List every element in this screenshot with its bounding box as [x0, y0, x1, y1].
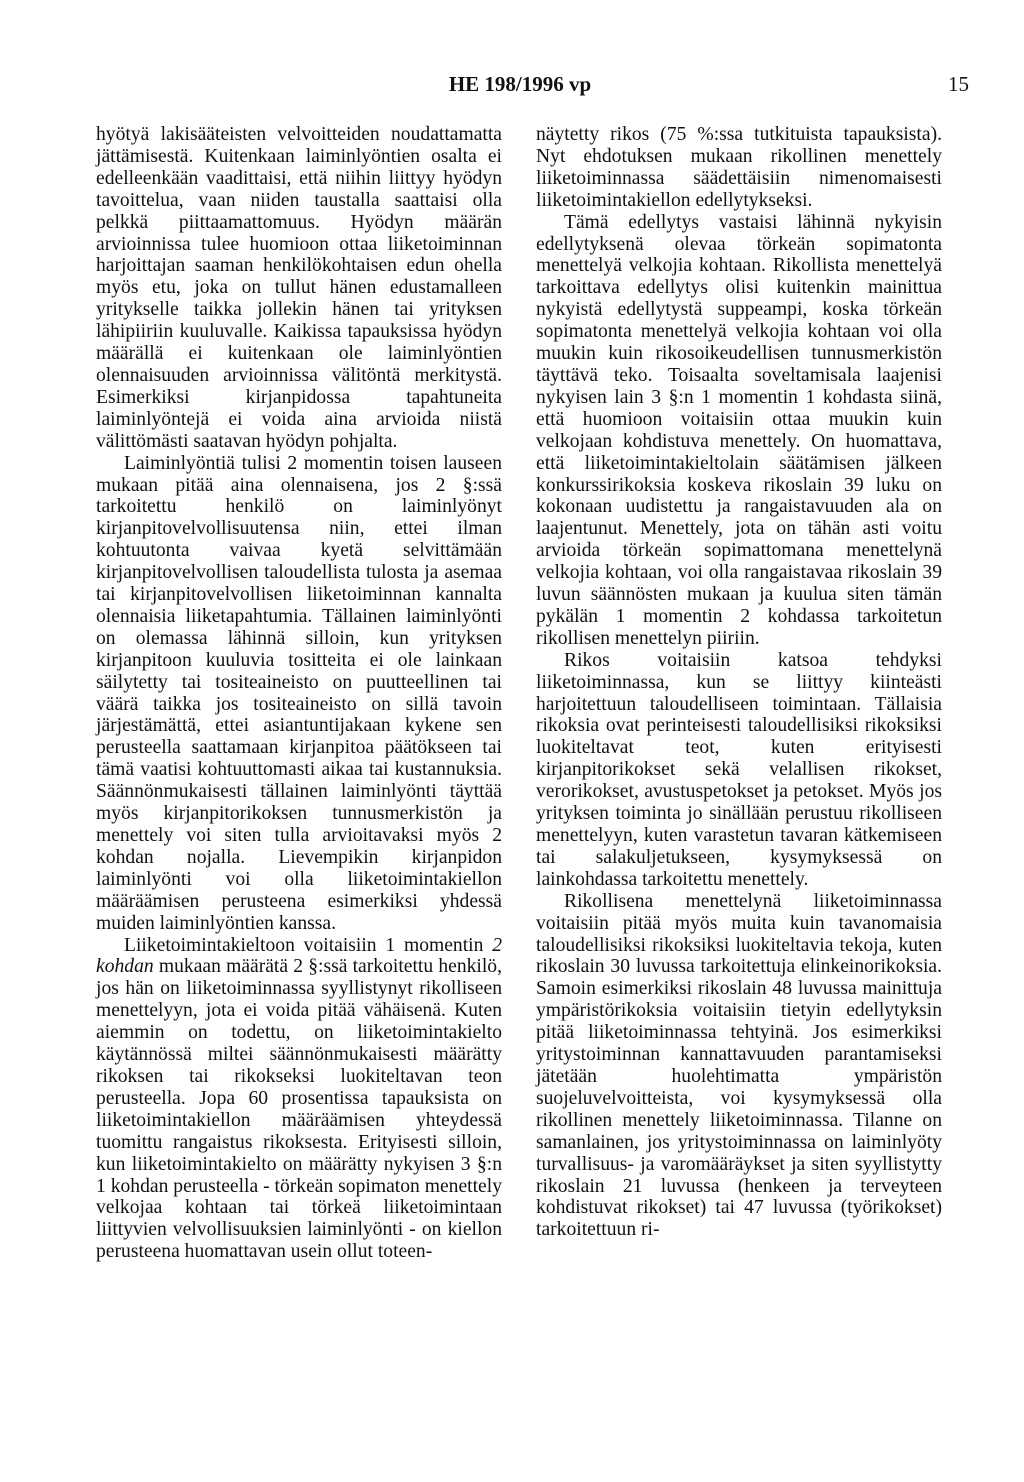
paragraph: Rikos voitaisiin katsoa tehdyksi liiketoiminnassa, kun se liittyy kiinteästi harjoitettuun taloudelliseen toimintaan. Tällaisia rikoksia ovat perinteisesti taloudellisiksi rikoksiksi luokiteltavat teot, kuten erityisesti kirjanpitorikokset sekä velallisen rikokset, verorikokset, avustuspetokset ja petokset. Myös jos yrityksen toiminta jo sinällään perustuu rikolliseen menettelyyn, kuten varastetun tavaran kätkemiseen tai salakuljetukseen, kysymyksessä on lainkohdassa tarkoitettu menettely. — [536, 649, 942, 890]
page-header — [0, 72, 1024, 102]
paragraph-text: Liiketoimintakieltoon voitaisiin 1 momentin — [124, 934, 493, 956]
paragraph — [96, 935, 502, 1264]
right-column — [536, 124, 942, 1241]
document-reference: HE 198/1996 vp — [448, 72, 592, 96]
paragraph-text: mukaan määrätä 2 §:ssä tarkoitettu henkilö, jos hän on liiketoiminnassa syyllistynyt rikolliseen menettelyyn, jota ei voida pitää vähäisenä. Kuten aiemmin on todettu, on liiketoimintakielto käytännössä miltei säännönmukaisesti määrätty rikoksen tai rikokseksi luokiteltavan teon perusteella. Jopa 60 prosentissa tapauksista on liiketoimintakiellon määräämisen yhteydessä tuomittu rangaistus rikoksesta. Erityisesti silloin, kun liiketoimintakielto on määrätty nykyisen 3 §:n 1 kohdan perusteella - törkeän sopimaton menettely velkojaa kohtaan tai törkeä liiketoimintaan liittyvien velvollisuuksien laiminlyönti - on kiellon perusteena huomattavan usein ollut toteen- — [96, 956, 502, 1263]
paragraph: näytetty rikos (75 %:ssa tutkituista tapauksista). Nyt ehdotuksen mukaan rikollinen menettely liiketoiminnassa säädettäisiin nimenomaisesti liiketoimintakiellon edellytykseksi. — [536, 124, 942, 211]
paragraph: Tämä edellytys vastaisi lähinnä nykyisin edellytyksenä olevaa törkeän sopimatonta menettelyä velkojia kohtaan. Rikollista menettelyä tarkoittava edellytys olisi kuitenkin mainittua nykyistä edellytystä suppeampi, koska törkeän sopimatonta menettelyä velkojia kohtaan voi olla muukin kuin rikosoikeudellisen tunnusmerkistön täyttävä teko. Toisaalta soveltamisala laajenisi nykyisen lain 3 §:n 1 momentin 1 kohdasta siinä, että huomioon voitaisiin ottaa muukin kuin velkojaan kohdistuva menettely. On huomattava, että liiketoimintakieltolain säätämisen jälkeen konkurssirikoksia koskeva rikoslain 39 luku on kokonaan uudistettu ja rangaistavuuden ala on laajentunut. Menettely, jota on tähän asti voitu arvioida törkeän sopimattomana menettelynä velkojia kohtaan, voi olla rangaistavaa rikoslain 39 luvun säännösten mukaan ja kuulua siten tämän pykälän 1 momentin 2 kohdassa tarkoitetun rikollisen menettelyn piiriin. — [536, 211, 942, 649]
page-number: 15 — [948, 72, 969, 96]
left-column — [96, 124, 502, 1263]
paragraph: Laiminlyöntiä tulisi 2 momentin toisen lauseen mukaan pitää aina olennaisena, jos 2 §:ssä tarkoitettu henkilö on laiminlyönyt kirjanpitovelvollisuutensa niin, ettei ilman kohtuutonta vaivaa kyetä selvittämään kirjanpitovelvollisen taloudellista tulosta ja asemaa tai kirjanpitovelvollisen liiketoiminnan kannalta olennaisia liiketapahtumia. Tällainen laiminlyönti on olemassa lähinnä silloin, kun yrityksen kirjanpitoon kuuluvia tositteita ei ole lainkaan säilytetty tai tositeaineisto on puutteellinen tai väärä taikka jos tositeaineisto on sillä tavoin järjestämättä, ettei asiantuntijakaan kykene sen perusteella saattamaan kirjanpitoa päätökseen tai tämä vaatisi kohtuuttomasti aikaa tai kustannuksia. Säännönmukaisesti tällainen laiminlyönti täyttää myös kirjanpitorikoksen tunnusmerkistön ja menettely voi siten tulla arvioitavaksi myös 2 kohdan nojalla. Lievempikin kirjanpidon laiminlyönti voi olla liiketoimintakiellon määräämisen perusteena esimerkiksi yhdessä muiden laiminlyöntien kanssa. — [96, 452, 502, 934]
paragraph: hyötyä lakisääteisten velvoitteiden noudattamatta jättämisestä. Kuitenkaan laiminlyöntien osalta ei edelleenkään vaadittaisi, että niihin liittyy hyödyn tavoittelua, vaan niiden taustalla saattaisi olla pelkkä piittaamattomuus. Hyödyn määrän arvioinnissa tulee huomioon ottaa liiketoiminnan harjoittajan saaman henkilökohtaisen edun ohella myös etu, joka on tullut hänen edustamalleen yritykselle taikka jollekin hänen tai yrityksen lähipiiriin kuuluvalle. Kaikissa tapauksissa hyödyn määrällä ei kuitenkaan ole laiminlyöntien olennaisuuden arvioinnissa välitöntä merkitystä. Esimerkiksi kirjanpidossa tapahtuneita laiminlyöntejä ei voida aina arvioida niistä välittömästi saatavan hyödyn pohjalta. — [96, 124, 502, 452]
paragraph: Rikollisena menettelynä liiketoiminnassa voitaisiin pitää myös muita kuin tavanomaisia taloudellisiksi rikoksiksi luokiteltavia tekoja, kuten rikoslain 30 luvussa tarkoitettuja elinkeinorikoksia. Samoin esimerkiksi rikoslain 48 luvussa mainittuja ympäristörikoksia voitaisiin tietyin edellytyksin pitää liiketoiminnassa tehtyinä. Jos esimerkiksi yritystoiminnan kannattavuuden parantamiseksi jätetään huolehtimatta ympäristön suojeluvelvoitteista, voi kysymyksessä olla rikollinen menettely liiketoiminnassa. Tilanne on samanlainen, jos yritystoiminnassa on laiminlyöty turvallisuus- ja varomääräykset ja siten syyllistytty rikoslain 21 luvussa (henkeen ja terveyteen kohdistuvat rikokset) tai 47 luvussa (työrikokset) tarkoitettuun ri- — [536, 890, 942, 1241]
statute-ref-italic: 2 kohdan — [96, 934, 502, 978]
